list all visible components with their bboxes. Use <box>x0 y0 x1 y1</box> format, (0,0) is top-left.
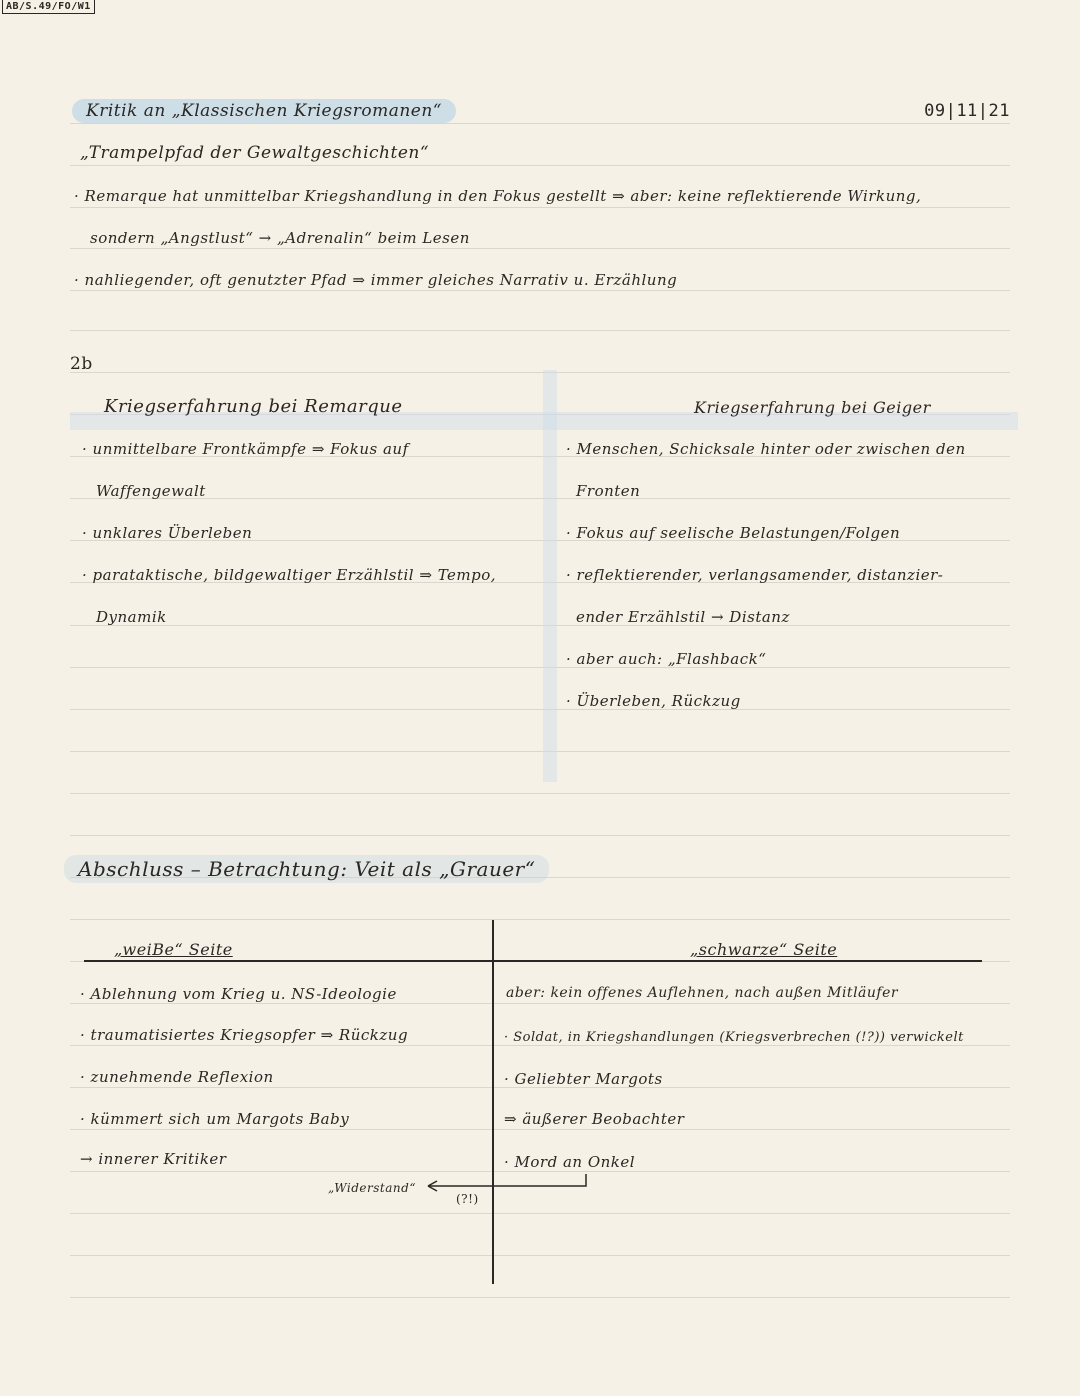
section3-right-line: · Geliebter Margots <box>504 1070 663 1088</box>
section1-date: 09|11|21 <box>924 101 1010 121</box>
section1-bullet-2: · nahliegender, oft genutzter Pfad ⇒ immer gleiches Narrativ u. Erzählung <box>74 271 678 289</box>
section3-left-line: · kümmert sich um Margots Baby <box>80 1110 350 1128</box>
section3-left-header: „weiBe“ Seite <box>114 940 233 959</box>
section2-left-line: Dynamik <box>96 608 167 626</box>
section3-right-header: „schwarze“ Seite <box>690 940 838 959</box>
section1-title: Kritik an „Klassischen Kriegsromanen“ <box>72 99 456 123</box>
section2-right-title: Kriegserfahrung bei Geiger <box>694 398 931 417</box>
section2-right-line: ender Erzählstil → Distanz <box>576 608 790 626</box>
widerstand-label: „Widerstand“ <box>328 1181 416 1195</box>
section2-left-line: · unklares Überleben <box>82 524 253 542</box>
section2-right-line: · Fokus auf seelische Belastungen/Folgen <box>566 524 901 542</box>
section2-right-line: · reflektierender, verlangsamender, distanzier- <box>566 566 944 584</box>
section1-bullet-1-cont: sondern „Angstlust“ → „Adrenalin“ beim Lesen <box>90 229 470 247</box>
section3-left-line: · traumatisiertes Kriegsopfer ⇒ Rückzug <box>80 1026 409 1044</box>
section2-left-title: Kriegserfahrung bei Remarque <box>104 396 403 417</box>
section1-bullet-1-text: Remarque hat unmittelbar Kriegshandlung in den Fokus gestellt ⇒ aber: keine reflektierende Wirkung, <box>84 187 922 205</box>
section3-left-line: → innerer Kritiker <box>80 1150 227 1168</box>
question-mark-note: (?!) <box>456 1192 479 1206</box>
section3-right-line: · Soldat, in Kriegshandlungen (Kriegsverbrechen (!?)) verwickelt <box>504 1030 964 1045</box>
section2-left-line: · parataktische, bildgewaltiger Erzählstil ⇒ Tempo, <box>82 566 497 584</box>
page-tag: AB/S.49/FO/W1 <box>2 0 95 14</box>
section2-left-line: · unmittelbare Frontkämpfe ⇒ Fokus auf <box>82 440 409 458</box>
widerstand-arrow <box>410 1170 600 1200</box>
section3-right-line: aber: kein offenes Auflehnen, nach außen Mitläufer <box>506 985 899 1001</box>
section3-left-line: · zunehmende Reflexion <box>80 1068 274 1086</box>
section3-right-line: ⇒ äußerer Beobachter <box>504 1110 685 1128</box>
section1-quote: „Trampelpfad der Gewaltgeschichten“ <box>80 143 430 163</box>
t-chart-top-line <box>84 960 982 962</box>
section1-bullet-2-text: nahliegender, oft genutzter Pfad ⇒ immer gleiches Narrativ u. Erzählung <box>84 271 678 289</box>
section3-left-line: · Ablehnung vom Krieg u. NS-Ideologie <box>80 985 397 1003</box>
section3-right-line: · Mord an Onkel <box>504 1153 636 1171</box>
section2-right-line: · Menschen, Schicksale hinter oder zwischen den <box>566 440 966 458</box>
section2-right-line: Fronten <box>576 482 641 500</box>
section2-number: 2b <box>70 354 93 374</box>
section2-column-divider <box>543 370 557 782</box>
section2-right-line: · Überleben, Rückzug <box>566 692 741 710</box>
section1-bullet-1: · Remarque hat unmittelbar Kriegshandlung in den Fokus gestellt ⇒ aber: keine reflektierende Wirkung, <box>74 187 922 205</box>
section2-right-line: · aber auch: „Flashback“ <box>566 650 767 668</box>
section3-title: Abschluss – Betrachtung: Veit als „Grauer“ <box>64 855 549 883</box>
section2-left-line: Waffengewalt <box>96 482 206 500</box>
t-chart-divider <box>492 920 494 1284</box>
